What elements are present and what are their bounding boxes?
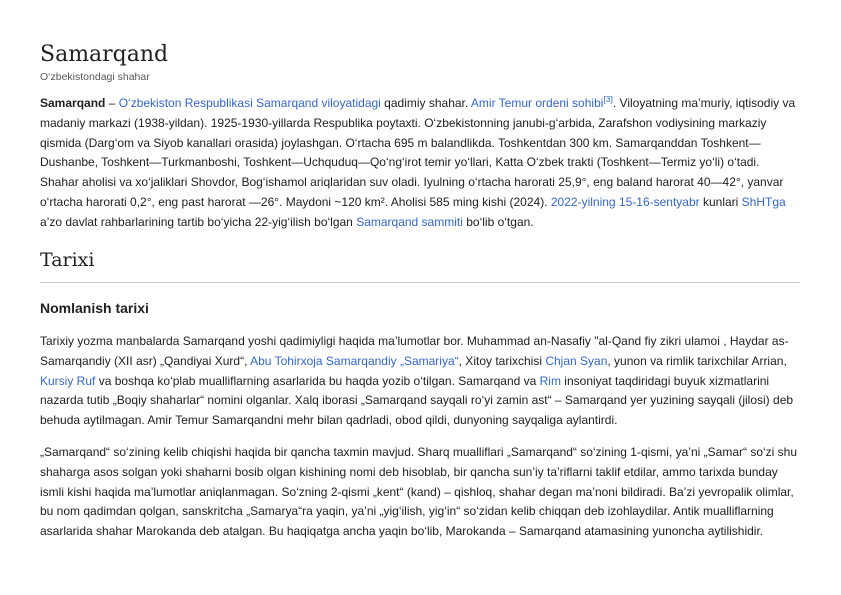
link-samarqand-sammiti[interactable]: Samarqand sammiti — [356, 214, 463, 229]
lead-dash: – — [105, 96, 119, 110]
history-text-3: , yunon va rimlik tarixchilar Arrian, — [607, 353, 787, 368]
link-viloyat[interactable]: O‘zbekiston Respublikasi Samarqand viloyatidagi — [118, 96, 381, 110]
link-kursiy-ruf[interactable]: Kursiy Ruf — [40, 373, 96, 388]
lead-text-4: a’zo davlat rahbarlarining tartib bo‘yicha 22-yig‘ilish bo‘lgan — [40, 214, 357, 229]
lead-bold-term: Samarqand — [40, 96, 106, 110]
link-chjan-syan[interactable]: Chjan Syan — [545, 353, 608, 368]
lead-text-5: bo‘lib o‘tgan. — [462, 214, 534, 229]
reference-3[interactable]: [3] — [603, 94, 613, 104]
lead-text-3: kunlari — [699, 194, 742, 209]
link-shht[interactable]: ShHTga — [741, 194, 786, 209]
link-sentyabr-2022[interactable]: 2022-yilning 15-16-sentyabr — [550, 194, 700, 209]
link-amir-temur-order[interactable]: Amir Temur ordeni sohibi — [470, 96, 604, 110]
section-heading-tarixi: Tarixi — [40, 249, 95, 271]
history-text-4: va boshqa ko‘plab mualliflarning asarlarida bu haqda yozib o‘tilgan. Samarqand va — [95, 373, 540, 388]
history-paragraph-1 — [40, 332, 800, 431]
history-text-5: insoniyat taqdiridagi buyuk xizmatlarini nazarda tutib „Boqiy shaharlar“ nomini olganlar. Xalq iborasi „Samarqand sayqali ro‘yi zamin ast“ – Samarqand yer yuzining sayqali (jilosi) deb behuda aytilmagan. Amir Temur Samarqandni mehr bilan qadrladi, obod qildi, dunyoning sayqaliga aylantirdi. — [40, 373, 794, 428]
link-rim[interactable]: Rim — [539, 373, 561, 388]
page-title: Samarqand — [40, 42, 169, 67]
subsection-heading-nomlanish: Nomlanish tarixi — [40, 300, 149, 316]
section-divider — [40, 282, 800, 283]
lead-text-1: qadimiy shahar. — [380, 96, 471, 110]
history-text-2: , Xitoy tarixchisi — [458, 353, 546, 368]
history-paragraph-2: „Samarqand“ so‘zining kelib chiqishi haqida bir qancha taxmin mavjud. Sharq mualliflari „Samarqand“ so‘zining 1-qismi, ya’ni „Samar“ so‘zi shu shaharga asos solgan yoki shaharni bosib olgan kishining nomi deb hisoblab, bir qancha sun’iy ta’riflarni taklif etdilar, ammo tarixda bunday ismli kishi haqida ma’lumotlar aniqlanmagan. So‘zning 2-qismi „kent“ (kand) – qishloq, shahar degan ma’noni bildiradi. Ba’zi yevropalik olimlar, bu nom qadimdan qolgan, sanskritcha „Samarya“ra yaqin, ya’ni „yig‘ilish, yig‘in“ so‘zidan kelib chiqqan deb izohlaydilar. Antik mualliflarning asarlarida shahar Marokanda deb atalgan. Bu haqiqatga ancha yaqin bo‘lib, Marokanda – Samarqand atamasining yunoncha aytilishidir. — [40, 445, 798, 539]
link-abu-tohirxoja[interactable]: Abu Tohirxoja Samarqandiy „Samariya“ — [250, 353, 459, 368]
page-subtitle: O‘zbekistondagi shahar — [40, 71, 150, 83]
lead-text-2: . Viloyatning ma’muriy, iqtisodiy va madaniy markazi (1938-yildan). 1925-1930-yillarda Respublika poytaxti. O‘zbekistonning janubi-g‘arbida, Zarafshon vodiysining markaziy qismida (Darg‘om va Siyob kanallari orasida) joylashgan. O‘rtacha 695 m balandlikda. Toshkentdan 300 km. Samarqanddan Toshkent—Dushanbe, Toshkent—Turkmanboshi, Toshkent—Uchquduq—Qo‘ng‘irot temir yo‘llari, Katta O‘zbek trakti (Toshkent—Termiz yo‘li) o‘tadi. Shahar aholisi va xo‘jaliklari Shovdor, Bog‘ishamol ariqlaridan suv oladi. Iyulning o‘rtacha harorati 25,9°, eng baland harorat 40—42°, yanvar o‘rtacha harorati 0,2°, eng past harorat —26°. Maydoni ~120 km². Aholisi 585 ming kishi (2024). — [40, 96, 796, 209]
history-text-1: Tarixiy yozma manbalarda Samarqand yoshi qadimiyligi haqida ma’lumotlar bor. Muhammad an-Nasafiy "al-Qand fiy zikri ulamoi , Haydar as-Samarqandiy (XII asr) „Qandiyai Xurd“, — [40, 334, 789, 368]
lead-paragraph — [40, 94, 800, 233]
